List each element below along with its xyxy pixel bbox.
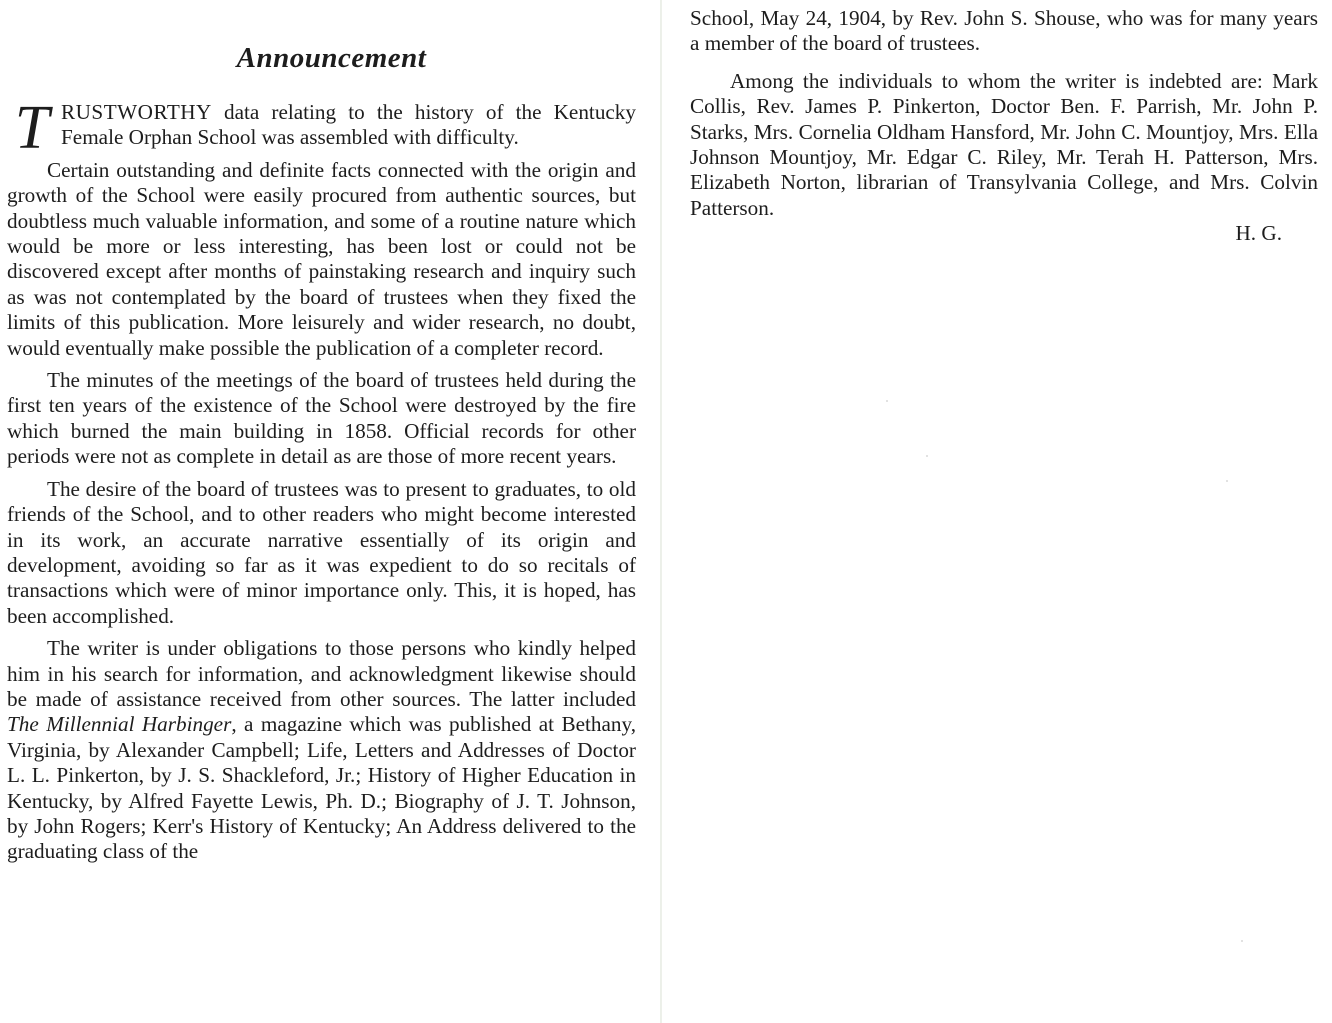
obligations-text-2: , a magazine which was published at Bethany, Virginia, by Alexander Campbell; Life, Letters and Addresses of Doctor L. L. Pinkerton, by J. S. Shackleford, Jr.; History of Higher Education in Kentucky, by Alfred Fayette Lewis, Ph. D.; Biography of J. T. Johnson, by John Rogers; Kerr's History of Kentucky; An Address delivered to the graduating class of the	[7, 712, 636, 864]
paragraph-facts: Certain outstanding and definite facts connected with the origin and growth of the School were easily procured from authentic sources, but doubtless much valuable information, and some of a routine nature which would be more or less interesting, has been lost or could not be discovered except after months of painstaking research and inquiry such as was not contemplated by the board of trustees when they fixed the limits of this publication. More leisurely and wider research, no doubt, would eventually make possible the publication of a completer record.	[7, 157, 636, 360]
announcement-heading: Announcement	[236, 42, 427, 74]
paragraph-acknowledgments: Among the individuals to whom the writer is indebted are: Mark Collis, Rev. James P. Pinkerton, Doctor Ben. F. Parrish, Mr. John P. Starks, Mrs. Cornelia Oldham Hansford, Mr. John C. Mountjoy, Mrs. Ella Johnson Mountjoy, Mr. Edgar C. Riley, Mr. Terah H. Patterson, Mrs. Elizabeth Norton, librarian of Transylvania College, and Mrs. Colvin Patterson.	[690, 68, 1318, 220]
drop-cap: T	[14, 94, 50, 162]
millennial-harbinger-title: The Millennial Harbinger	[7, 712, 232, 737]
paper-speck	[886, 400, 888, 402]
paragraph-desire: The desire of the board of trustees was to present to graduates, to old friends of the School, and to other readers who might become interested in its work, an accurate narrative essentially of its origin and development, avoiding so far as it was expedient to do so recitals of transactions which were of minor importance only. This, it is hoped, has been accomplished.	[7, 476, 636, 628]
paper-speck	[926, 455, 928, 457]
paper-speck	[1226, 480, 1228, 482]
paragraph-intro	[7, 94, 636, 162]
intro-text: data relating to the history of the Kentucky Female Orphan School was assembled with difficulty.	[61, 100, 636, 150]
signature-initials: H. G.	[1235, 221, 1282, 246]
paper-speck	[1241, 940, 1243, 942]
right-page	[666, 0, 1332, 1023]
left-page	[0, 0, 650, 1023]
obligations-text-1: The writer is under obligations to those persons who kindly helped him in his search for information, and acknowledgment likewise should be made of assistance received from other sources. The latter included	[7, 636, 636, 711]
paragraph-obligations	[7, 636, 636, 865]
page-fold	[660, 0, 662, 1023]
intro-first-word: RUSTWORTHY	[61, 100, 212, 124]
paragraph-minutes: The minutes of the meetings of the board of trustees held during the first ten years of the existence of the School were destroyed by the fire which burned the main building in 1858. Official records for other periods were not as complete in detail as are those of more recent years.	[7, 368, 636, 469]
paragraph-continuation: School, May 24, 1904, by Rev. John S. Shouse, who was for many years a member of the board of trustees.	[690, 6, 1318, 56]
